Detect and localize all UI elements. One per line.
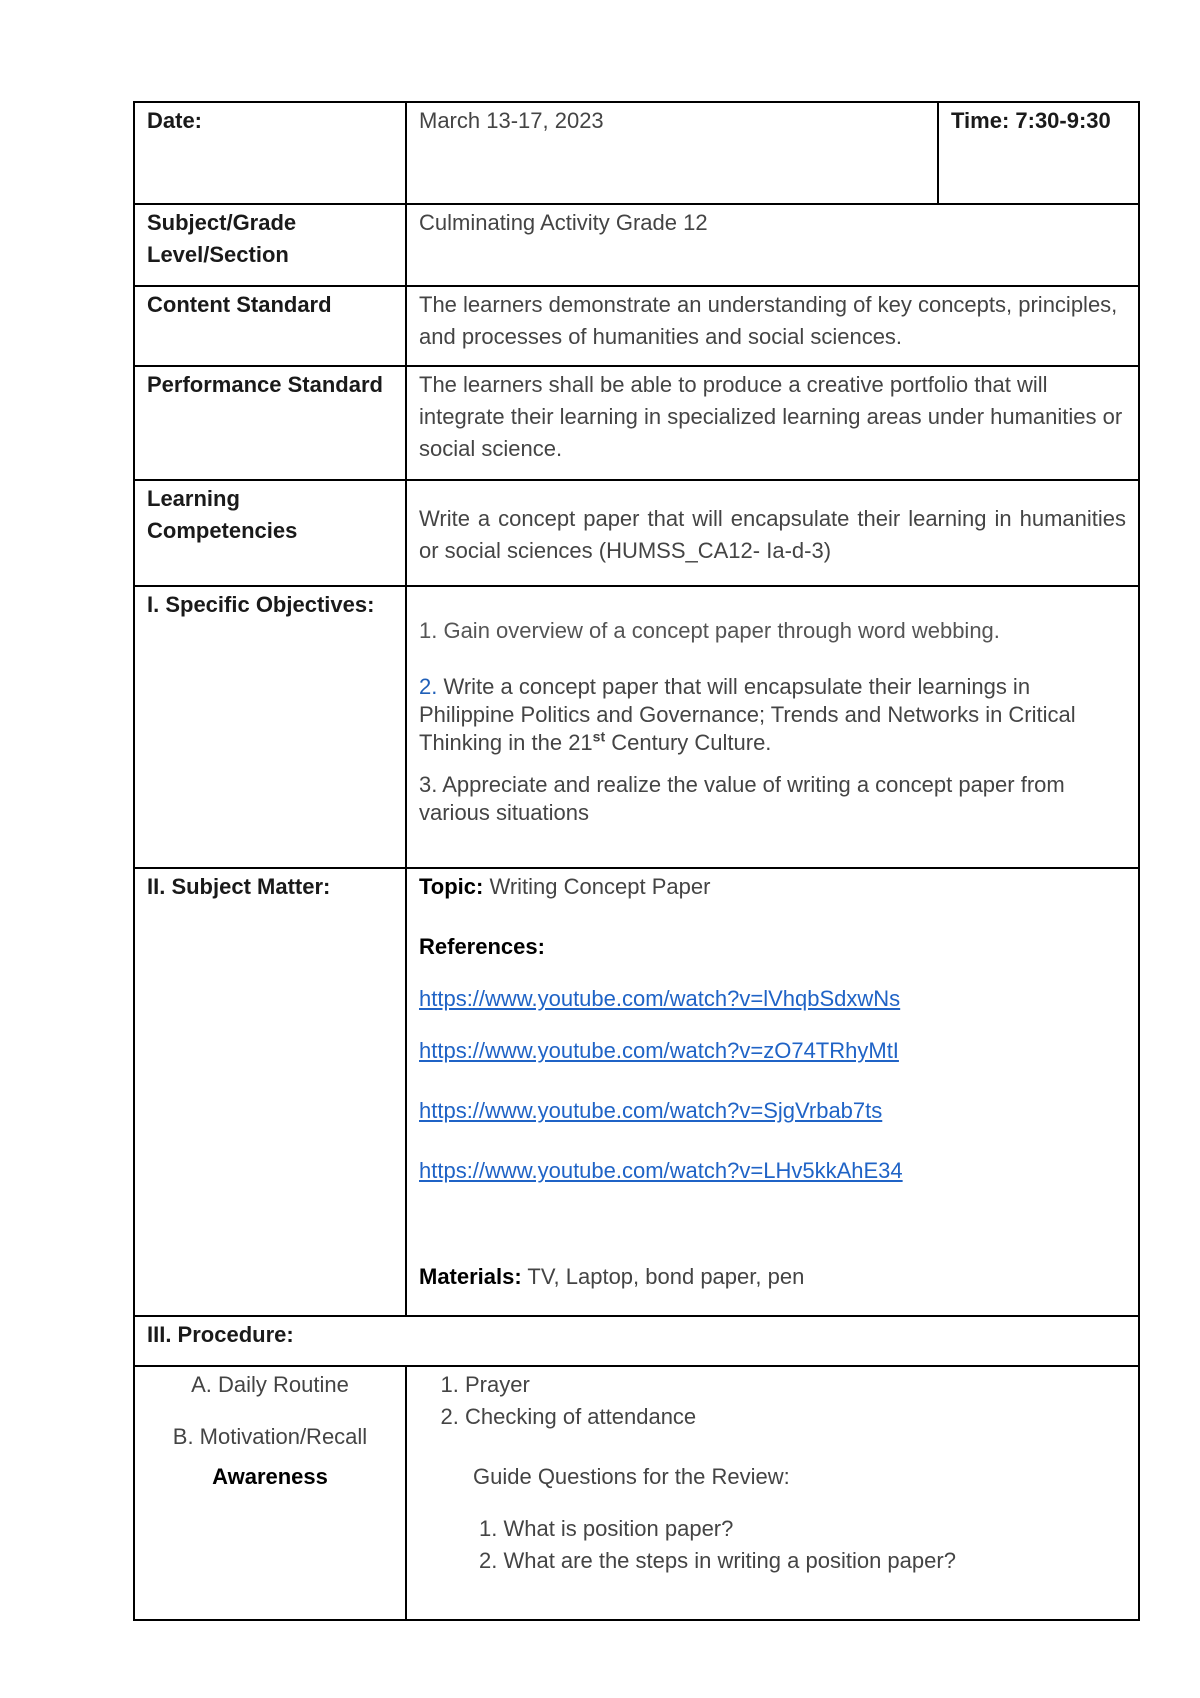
row-subject	[134, 204, 1139, 286]
topic-line	[419, 871, 1126, 903]
reference-link-3[interactable]: https://www.youtube.com/watch?v=SjgVrbab7ts	[419, 1098, 883, 1123]
learning-competencies-label: Learning Competencies	[134, 480, 406, 586]
reference-link-4[interactable]: https://www.youtube.com/watch?v=LHv5kkAhE34	[419, 1158, 903, 1183]
objective-2-sup: st	[592, 728, 606, 745]
routine-list	[419, 1369, 1126, 1433]
row-date	[134, 102, 1139, 204]
materials-value: TV, Laptop, bond paper, pen	[521, 1264, 805, 1289]
learning-competencies-cell	[406, 480, 1139, 586]
lesson-plan-table	[133, 101, 1140, 1621]
content-standard-label: Content Standard	[134, 286, 406, 366]
subject-matter-cell	[406, 868, 1139, 1316]
performance-standard-label: Performance Standard	[134, 366, 406, 480]
row-performance-standard	[134, 366, 1139, 480]
objective-3: 3. Appreciate and realize the value of writing a concept paper from various situations	[419, 772, 1065, 825]
procedure-label: III. Procedure:	[134, 1316, 1139, 1366]
motivation-recall-label: B. Motivation/Recall	[172, 1424, 368, 1449]
subject-matter-label: II. Subject Matter:	[134, 868, 406, 1316]
objectives-cell	[406, 586, 1139, 868]
performance-standard-value: The learners shall be able to produce a creative portfolio that will integrate their learning in specialized learning areas under humanities or social science.	[406, 366, 1139, 480]
time-value: Time: 7:30-9:30	[938, 102, 1139, 204]
row-learning-competencies	[134, 480, 1139, 586]
objective-1: 1. Gain overview of a concept paper through word webbing.	[419, 618, 1000, 643]
subject-label: Subject/Grade Level/Section	[134, 204, 406, 286]
row-procedure-header	[134, 1316, 1139, 1366]
objective-2-text: Write a concept paper that will encapsulate their learnings in Philippine Politics and Governance; Trends and Networks in Critical Thinking in the 21	[419, 674, 1076, 755]
references-label: References:	[419, 934, 545, 959]
awareness-label: Awareness	[212, 1464, 328, 1489]
topic-value: Writing Concept Paper	[483, 874, 711, 899]
guide-question-1: 1. What is position paper?	[479, 1516, 734, 1541]
subject-value: Culminating Activity Grade 12	[406, 204, 1139, 286]
row-subject-matter	[134, 868, 1139, 1316]
row-content-standard	[134, 286, 1139, 366]
materials-line	[419, 1261, 1126, 1293]
routine-item-prayer: 1. Prayer	[465, 1369, 1126, 1401]
objective-2	[419, 673, 1126, 757]
guide-question-2: 2. What are the steps in writing a position paper?	[479, 1548, 956, 1573]
daily-routine-label: A. Daily Routine	[191, 1372, 349, 1397]
reference-link-1[interactable]: https://www.youtube.com/watch?v=lVhqbSdxwNs	[419, 986, 901, 1011]
guide-questions-title: Guide Questions for the Review:	[473, 1464, 790, 1489]
date-label: Date:	[134, 102, 406, 204]
objective-2-tail: Century Culture.	[605, 730, 772, 755]
topic-label: Topic:	[419, 874, 484, 899]
procedure-right-cell	[406, 1366, 1139, 1620]
learning-competencies-value: Write a concept paper that will encapsulate their learning in humanities or social sciences (HUMSS_CA12- Ia-d-3)	[419, 506, 1126, 563]
objectives-label: I. Specific Objectives:	[134, 586, 406, 868]
routine-item-attendance: 2. Checking of attendance	[465, 1401, 1126, 1433]
row-objectives	[134, 586, 1139, 868]
reference-link-2[interactable]: https://www.youtube.com/watch?v=zO74TRhyMtI	[419, 1038, 899, 1063]
date-value: March 13-17, 2023	[406, 102, 938, 204]
row-procedure-body	[134, 1366, 1139, 1620]
materials-label: Materials:	[419, 1264, 522, 1289]
content-standard-value: The learners demonstrate an understanding of key concepts, principles, and processes of humanities and social sciences.	[406, 286, 1139, 366]
procedure-left-cell	[134, 1366, 406, 1620]
objective-2-number: 2.	[419, 674, 438, 699]
